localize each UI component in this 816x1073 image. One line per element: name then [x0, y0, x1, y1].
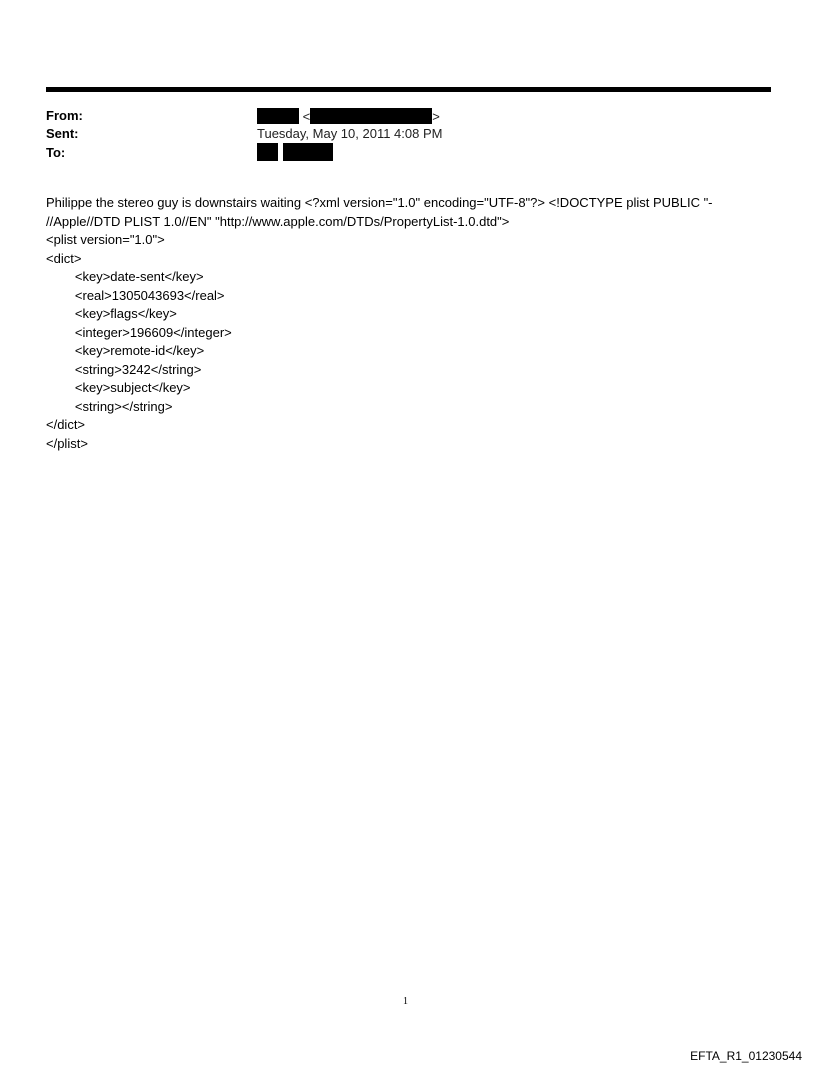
- from-label: From:: [46, 108, 83, 123]
- body-line: <real>1305043693</real>: [46, 287, 225, 303]
- redaction-block: [283, 143, 333, 161]
- body-line: </dict>: [46, 417, 86, 432]
- email-body: [46, 194, 776, 453]
- body-line: <key>subject</key>: [46, 380, 191, 395]
- document-id: EFTA_R1_01230544: [690, 1049, 802, 1063]
- body-line: //Apple//DTD PLIST 1.0//EN" "http://www.apple.com/DTDs/PropertyList-1.0.dtd">: [46, 213, 510, 229]
- body-line: <dict>: [46, 250, 82, 266]
- redaction-block: [257, 143, 278, 161]
- body-line: <key>flags</key>: [46, 306, 177, 321]
- sent-label: Sent:: [46, 126, 79, 141]
- redaction-block: [310, 108, 432, 124]
- body-line: <string>3242</string>: [46, 361, 202, 377]
- body-line: <string></string>: [46, 398, 173, 414]
- body-line: <key>date-sent</key>: [46, 269, 204, 284]
- sent-value: Tuesday, May 10, 2011 4:08 PM: [257, 126, 443, 141]
- body-line: <key>remote-id</key>: [46, 343, 205, 358]
- from-open-bracket: <: [302, 109, 311, 124]
- body-line: <integer>196609</integer>: [46, 324, 232, 340]
- to-label: To:: [46, 145, 66, 160]
- from-value: [257, 108, 440, 124]
- body-line: Philippe the stereo guy is downstairs waiting <?xml version="1.0" encoding="UTF-8"?> <!DOCTYPE plist PUBLIC "-: [46, 195, 713, 210]
- body-line: </plist>: [46, 435, 88, 451]
- from-close-bracket: >: [432, 109, 440, 124]
- to-value: [257, 143, 333, 161]
- redaction-block: [257, 108, 299, 124]
- header-rule: [46, 87, 771, 92]
- body-line: <plist version="1.0">: [46, 232, 165, 247]
- page-number: 1: [403, 996, 408, 1007]
